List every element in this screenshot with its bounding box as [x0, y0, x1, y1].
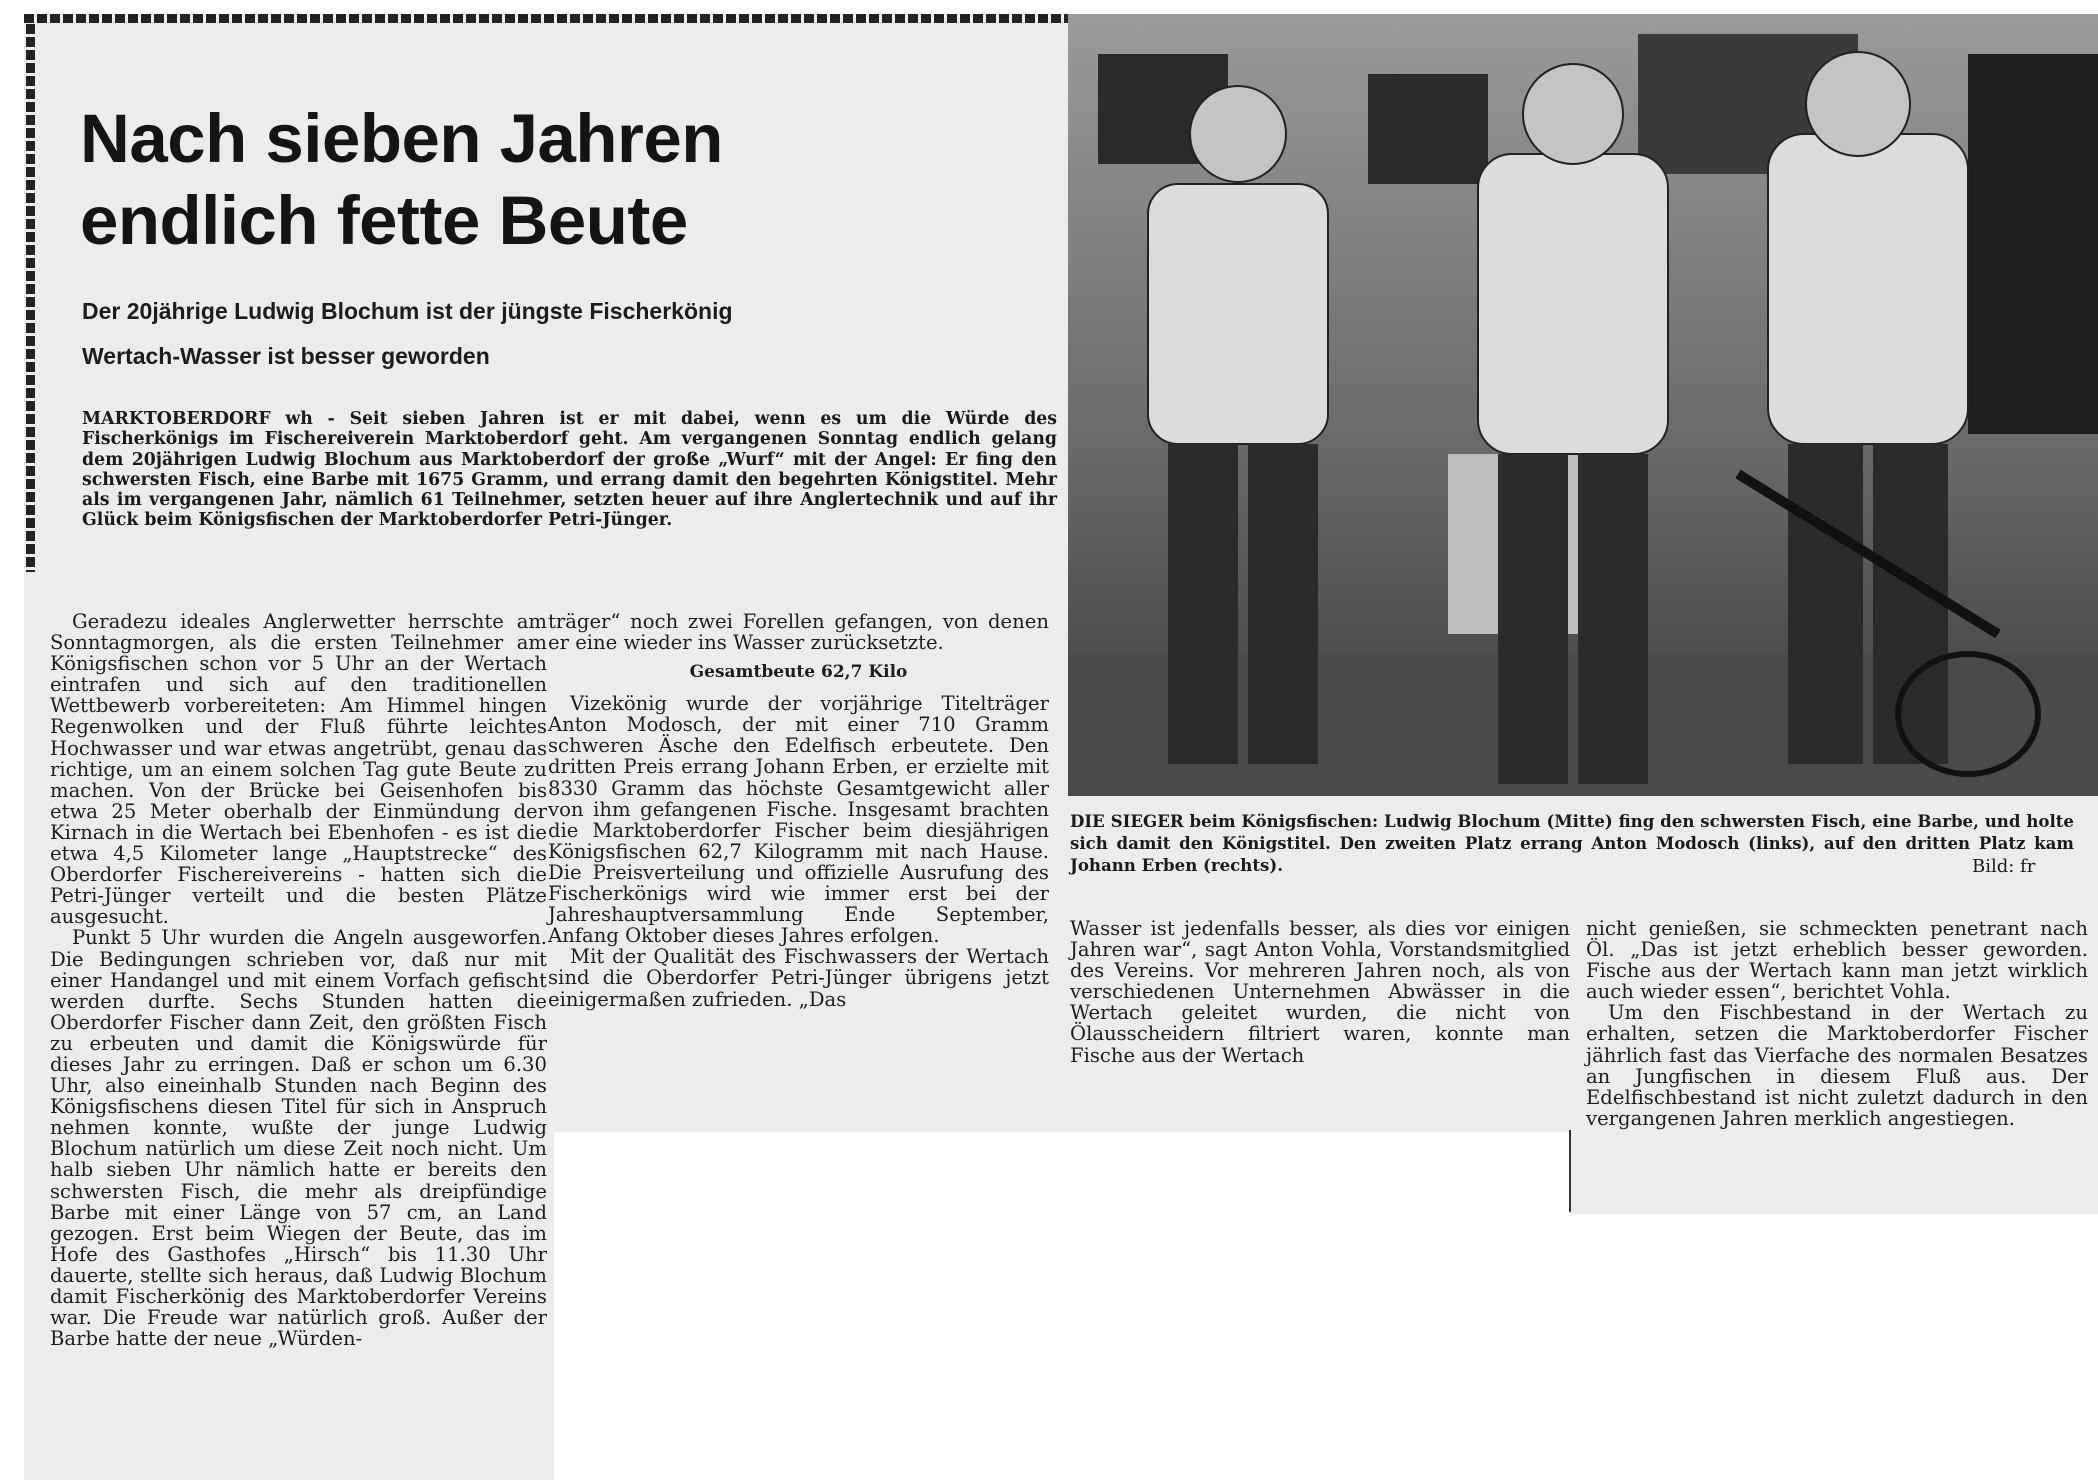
col2-paragraph-1: träger“ noch zwei Forellen gefangen, von denen er eine wieder ins Wasser zurücksetzte. — [548, 610, 1049, 655]
article-column-1 — [50, 611, 547, 1349]
lead-paragraph: MARKTOBERDORF wh - Seit sieben Jahren ist er mit dabei, wenn es um die Würde des Fischerkönigs im Fischereiverein Marktoberdorf geht. Am vergangenen Sonntag endlich gelang dem 20jährigen Ludwig Blochum aus Marktoberdorf der große „Wurf“ mit der Angel: Er fing den schwersten Fisch, eine Barbe mit 1675 Gramm, und errang damit den begehrten Königstitel. Mehr als im vergangenen Jahr, nämlich 61 Teilnehmer, setzten heuer auf ihre Anglertechnik und auf ihr Glück beim Königsfischen der Marktoberdorfer Petri-Jünger. — [82, 409, 1057, 531]
blank-area-right — [1570, 1214, 2098, 1480]
col1-paragraph-2: Punkt 5 Uhr wurden die Angeln ausgeworfen. Die Bedingungen schrieben vor, daß nur mit einer Handangel und mit einem Vorfach gefischt werden durfte. Sechs Stunden hatten die Oberdorfer Fischer dann Zeit, den größten Fisch zu erbeuten und damit die Königswürde für dieses Jahr zu erringen. Daß er schon um 6.30 Uhr, also eineinhalb Stunden nach Beginn des Königsfischens diesen Titel für sich in Anspruch nehmen konnte, wußte der junge Ludwig Blochum natürlich um diese Zeit noch nicht. Um halb sieben Uhr nämlich hatte er bereits den schwersten Fisch, die mehr als dreipfündige Barbe mit einer Länge von 57 cm, an Land gezogen. Erst beim Wiegen der Beute, das im Hofe des Gasthofes „Hirsch“ bis 11.30 Uhr dauerte, stellte sich heraus, daß Ludwig Blochum damit Fischerkönig des Marktoberdorfer Vereins war. Die Freude war natürlich groß. Außer der Barbe hatte der neue „Würden- — [50, 926, 547, 1351]
col2-paragraph-2: Vizekönig wurde der vorjährige Titelträger Anton Modosch, der mit einer 710 Gramm schweren Äsche den Edelfisch erbeutete. Den dritten Preis errang Johann Erben, er erzielte mit 8330 Gramm das höchste Gesamtgewicht aller von ihm gefangenen Fische. Insgesamt brachten die Marktoberdorfer Fischer beim diesjährigen Königsfischen 62,7 Kilogramm mit nach Hause. Die Preisverteilung und offizielle Ausrufung des Fischerkönigs wird wie immer erst bei der Jahreshauptversammlung Ende September, Anfang Oktober dieses Jahres erfolgen. — [548, 692, 1049, 948]
article-column-2 — [548, 611, 1049, 1010]
photo-credit: Bild: fr — [1972, 856, 2036, 877]
article-column-4 — [1586, 918, 2088, 1129]
photo-winners — [1068, 14, 2098, 796]
headline-line-2: endlich fette Beute — [80, 182, 688, 259]
article-column-3 — [1070, 918, 1570, 1066]
subheadline-2: Wertach-Wasser ist besser geworden — [82, 343, 490, 369]
dashed-border-left — [26, 24, 35, 572]
photo-caption: DIE SIEGER beim Königsfischen: Ludwig Blochum (Mitte) fing den schwersten Fisch, eine Barbe, und holte sich damit den Königstitel. Den zweiten Platz errang Anton Modosch (links), auf den dritten Platz kam Johann Erben (rechts). — [1070, 811, 2074, 875]
col3-paragraph-1: Wasser ist jedenfalls besser, als dies vor einigen Jahren war“, sagt Anton Vohla, Vorstandsmitglied des Vereins. Vor mehreren Jahren noch, als von verschiedenen Unternehmen Abwässer in die Wertach geleitet wurden, die nicht von Ölausscheidern filtriert waren, konnte man Fische aus der Wertach — [1070, 917, 1570, 1067]
col2-subheading: Gesamtbeute 62,7 Kilo — [689, 662, 908, 683]
blank-area-middle — [554, 1132, 1570, 1480]
col4-paragraph-2: Um den Fischbestand in der Wertach zu erhalten, setzen die Marktoberdorfer Fischer jährlich fast das Vierfache des normalen Besatzes an Jungfischen in diesem Fluß aus. Der Edelfischbestand ist nicht zuletzt dadurch in den vergangenen Jahren merklich angestiegen. — [1586, 1001, 2088, 1130]
headline-line-1: Nach sieben Jahren — [80, 100, 723, 177]
headline — [80, 98, 980, 262]
col2-paragraph-3: Mit der Qualität des Fischwassers der Wertach sind die Oberdorfer Petri-Jünger übrigens jetzt einigermaßen zufrieden. „Das — [548, 945, 1049, 1011]
column-rule — [1569, 1130, 1571, 1212]
col4-paragraph-1: nicht genießen, sie schmeckten penetrant nach Öl. „Das ist jetzt erheblich besser geworden. Fische aus der Wertach kann man jetzt wirklich auch wieder essen“, berichtet Vohla. — [1586, 917, 2088, 1004]
dashed-border-top — [24, 14, 1069, 23]
clipping-paper-right-column — [1570, 1118, 2098, 1214]
col1-paragraph-1: Geradezu ideales Anglerwetter herrschte am Sonntagmorgen, als die ersten Teilnehmer am Königsfischen schon vor 5 Uhr an der Wertach eintrafen und sich auf den traditionellen Wettbewerb vorbereiteten: Am Himmel hingen Regenwolken und der Fluß führte leichtes Hochwasser und war etwas angetrübt, genau das richtige, um an einem solchen Tag gute Beute zu machen. Von der Brücke bei Geisenhofen bis etwa 25 Meter oberhalb der Einmündung der Kirnach in die Wertach bei Ebenhofen - es ist die etwa 4,5 Kilometer lange „Hauptstrecke“ des Oberdorfer Fischereivereins - hatten sich die Petri-Jünger verteilt und die besten Plätze ausgesucht. — [50, 610, 547, 929]
subheadline-1: Der 20jährige Ludwig Blochum ist der jüngste Fischerkönig — [82, 298, 733, 324]
